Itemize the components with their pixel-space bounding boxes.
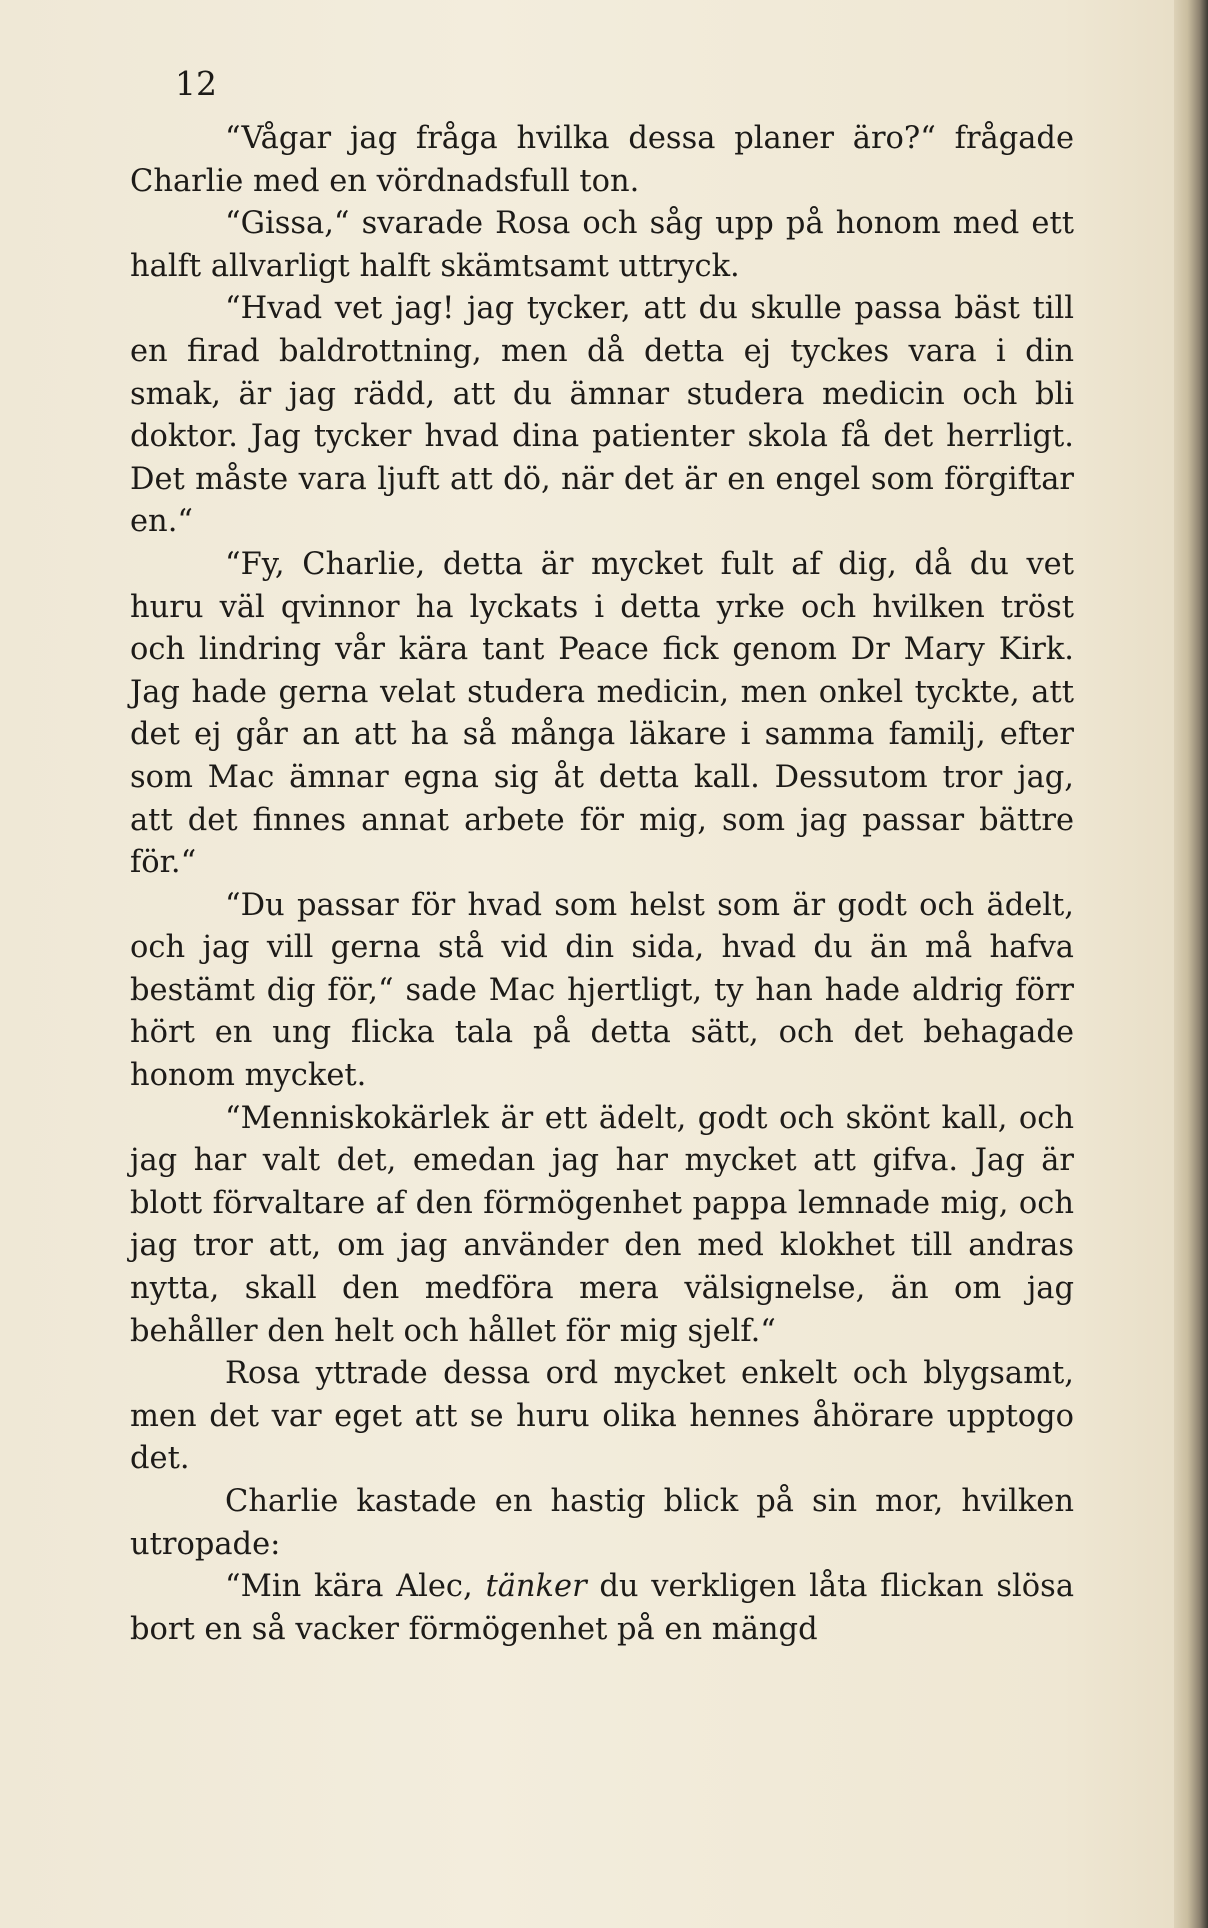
text-run: “Gissa,“ svarade Rosa och såg upp på honom med ett halft allvarligt halft skämtsamt uttryck. (130, 206, 1074, 284)
paragraph (130, 118, 1074, 203)
paragraph (130, 1353, 1074, 1481)
body-text (130, 118, 1074, 1651)
text-run: “Hvad vet jag! jag tycker, att du skulle passa bäst till en firad baldrottning, men då detta ej tyckes vara i din smak, är jag rädd, att du ämnar studera medicin och bli doktor. Jag tycker hvad dina patienter skola få det herrligt. Det måste vara ljuft att dö, när det är en engel som förgiftar en.“ (130, 291, 1074, 540)
paragraph (130, 1481, 1074, 1566)
paragraph (130, 1098, 1074, 1354)
text-run: Rosa yttrade dessa ord mycket enkelt och blygsamt, men det var eget att se huru olika hennes åhörare upptogo det. (130, 1356, 1074, 1477)
text-run: du verkligen låta flickan slösa bort en så vacker förmögenhet på en mängd (130, 1569, 1075, 1647)
paragraph (130, 544, 1074, 885)
text-run: “Vågar jag fråga hvilka dessa planer äro?“ frågade Charlie med en vördnadsfull ton. (130, 121, 1074, 199)
italic-text: tänker (485, 1569, 587, 1605)
paragraph (130, 1566, 1074, 1651)
paragraph (130, 288, 1074, 544)
page-number: 12 (175, 64, 217, 103)
text-run: “Menniskokärlek är ett ädelt, godt och skönt kall, och jag har valt det, emedan jag har mycket att gifva. Jag är blott förvaltare af den förmögenhet pappa lemnade mig, och jag tror att, om jag använder den med klokhet till andras nytta, skall den medföra mera välsignelse, än om jag behåller den helt och hållet för mig sjelf.“ (130, 1100, 1074, 1349)
text-run: “Du passar för hvad som helst som är godt och ädelt, och jag vill gerna stå vid din sida, hvad du än må hafva bestämt dig för,“ sade Mac hjertligt, ty han hade aldrig förr hört en ung flicka tala på detta sätt, och det behagade honom mycket. (130, 887, 1074, 1094)
book-binding-edge (1174, 0, 1208, 1928)
text-run: Charlie kastade en hastig blick på sin mor, hvilken utropade: (130, 1484, 1074, 1562)
text-run: “Fy, Charlie, detta är mycket fult af dig, då du vet huru väl qvinnor ha lyckats i detta yrke och hvilken tröst och lindring vår kära tant Peace fick genom Dr Mary Kirk. Jag hade gerna velat studera medicin, men onkel tyckte, att det ej går an att ha så många läkare i samma familj, efter som Mac ämnar egna sig åt detta kall. Dessutom tror jag, att det finnes annat arbete för mig, som jag passar bättre för.“ (130, 546, 1074, 881)
text-run: “Min kära Alec, (225, 1569, 486, 1605)
paragraph (130, 203, 1074, 288)
paragraph (130, 885, 1074, 1098)
